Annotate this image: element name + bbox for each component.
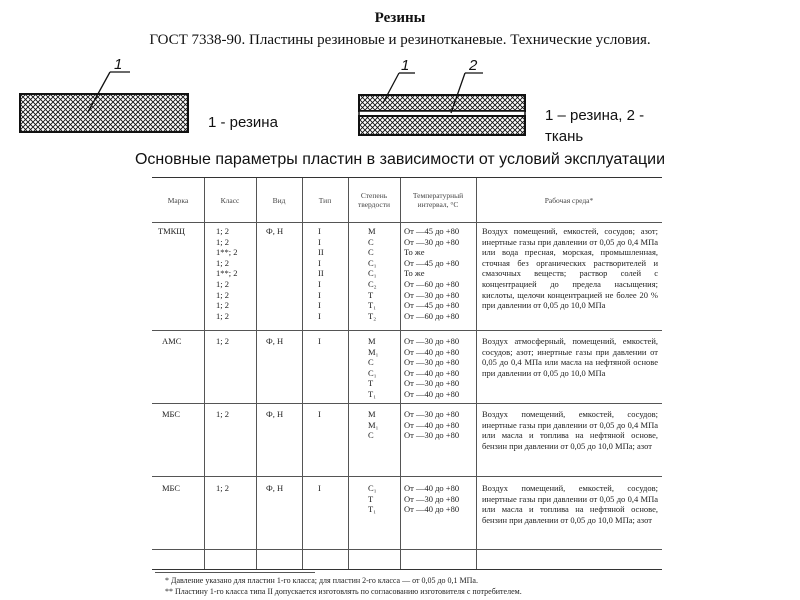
footnote-2: ** Пластину 1-го класса типа II допускается изготовлять по согласованию изготовителя с потребителем. xyxy=(165,587,522,596)
left-figure-marker: 1 xyxy=(114,56,123,73)
header-class: Класс xyxy=(220,195,240,205)
footnote-divider xyxy=(155,572,315,573)
table-row-1-type: I I II I II I I I I xyxy=(318,226,324,321)
table-row-3-temp: От —30 до +80 От —40 до +80 От —30 до +80 xyxy=(404,409,460,441)
rubber-plate-figure xyxy=(18,52,193,138)
table-row-4-temp: От —40 до +80 От —30 до +80 От —40 до +80 xyxy=(404,483,460,515)
table-row-2-class: 1; 2 xyxy=(216,336,229,346)
table-row-2-mark: АМС xyxy=(162,336,182,346)
table-row-3-env: Воздух помещений, емкостей, сосудов; инертные газы при давлении от 0,05 до 0,4 МПа или масла и топлива на нефтяной основе, бензин при давлении от 0,05 до 10,0 МПа; азот xyxy=(482,409,658,451)
header-mark: Марка xyxy=(167,195,189,205)
table-row-2-type: I xyxy=(318,336,321,346)
table-row-3-hardness: М М₁ С xyxy=(368,409,379,441)
table-row-4-mark: МБС xyxy=(162,483,181,493)
table-row-4-type: I xyxy=(318,483,321,493)
left-figure-caption: 1 - резина xyxy=(208,114,278,131)
header-env: Рабочая среда* xyxy=(544,195,594,205)
section-heading: Основные параметры пластин в зависимости от условий эксплуатации xyxy=(134,151,666,168)
page-subtitle: ГОСТ 7338-90. Пластины резиновые и резинотканевые. Технические условия. xyxy=(149,32,651,48)
footnote-1: * Давление указано для пластин 1-го класса; для пластин 2-го класса — от 0,05 до 0,1 МПа. xyxy=(165,576,478,585)
header-temp: Температурный интервал, °С xyxy=(412,191,464,209)
table-row-1-hardness: М С С С₁ С₁ С₂ Т Т₁ Т₂ xyxy=(368,226,377,321)
rubber-layer-bottom xyxy=(359,116,525,135)
table-row-1-env: Воздух помещений, емкостей, сосудов; азот; инертные газы при давлении от 0,05 до 0,4 МПа или вода пресная, морская, промышленная, сточная без органических растворителей и смазочных веществ; раствор солей с концентрацией до предела насыщения; кислоты, щелочи концентрацией не более 20 % при давлении от 0,05 до 10,0 МПа xyxy=(482,226,658,311)
table-row-2-temp: От —30 до +80 От —40 до +80 От —30 до +80 От —40 до +80 От —30 до +80 От —40 до +80 xyxy=(404,336,460,399)
right-figure-caption-line1: 1 – резина, 2 - xyxy=(545,107,645,124)
table-row-2-hardness: М М₁ С С₁ Т Т₁ xyxy=(368,336,379,399)
table-row-2-kind: Ф, Н xyxy=(266,336,284,346)
table-row-1-mark: ТМКЩ xyxy=(158,226,185,236)
table-row-4-env: Воздух помещений, емкостей, сосудов; инертные газы при давлении от 0,05 до 0,4 МПа или масла и топлива на нефтяной основе, бензин при давлении от 0,05 до 10,0 МПа; азот xyxy=(482,483,658,525)
header-hardness: Степень твердости xyxy=(357,191,391,209)
header-kind: Вид xyxy=(272,195,286,205)
table-row-4-class: 1; 2 xyxy=(216,483,229,493)
table-row-4-kind: Ф, Н xyxy=(266,483,284,493)
table-row-3-type: I xyxy=(318,409,321,419)
table-row-1-kind: Ф, Н xyxy=(266,226,284,236)
table-row-3-mark: МБС xyxy=(162,409,181,419)
rubber-fabric-plate-figure xyxy=(355,55,535,141)
table-row-2-env: Воздух атмосферный, помещений, емкостей, сосудов; азот; инертные газы при давлении от 0,05 до 0,4 МПа или масла на нефтяной основе при давлении от 0,05 до 10,0 МПа xyxy=(482,336,658,378)
table-row-1-class: 1; 2 1; 2 1**; 2 1; 2 1**; 2 1; 2 1; 2 1; 2 1; 2 xyxy=(216,226,238,321)
right-figure-marker-1: 1 xyxy=(401,57,410,74)
table-row-3-class: 1; 2 xyxy=(216,409,229,419)
table-row-3-kind: Ф, Н xyxy=(266,409,284,419)
table-row-1-temp: От —45 до +80 От —30 до +80 То же От —45 до +80 То же От —60 до +80 От —30 до +80 От —45 до +80 От —60 до +80 xyxy=(404,226,460,321)
rubber-layer xyxy=(20,94,188,132)
right-figure-marker-2: 2 xyxy=(469,57,478,74)
table-row-4-hardness: С₁ Т Т₁ xyxy=(368,483,377,515)
header-type: Тип xyxy=(318,195,332,205)
parameters-table xyxy=(152,177,662,570)
rubber-layer-top xyxy=(359,95,525,111)
right-figure-caption-line2: ткань xyxy=(545,128,584,145)
page-title: Резины xyxy=(374,10,426,26)
